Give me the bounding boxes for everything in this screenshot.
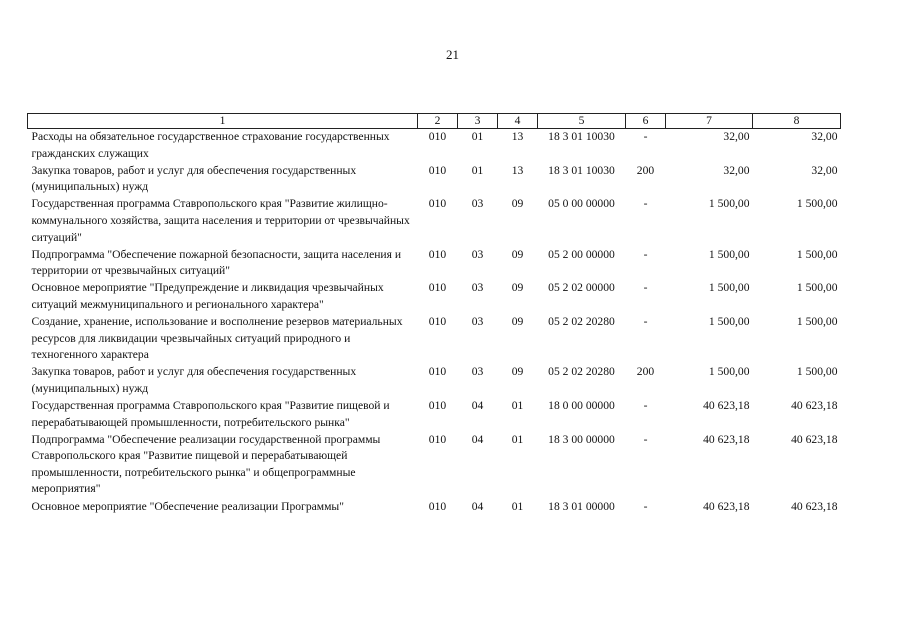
row-target-article: 05 2 00 00000: [548, 247, 615, 261]
row-section-code: 03: [471, 197, 484, 211]
row-amount-7: 1 500,00: [708, 197, 750, 211]
row-ministry-code: 010: [428, 365, 447, 379]
row-section-code: 04: [471, 432, 484, 446]
row-amount-8: 1 500,00: [796, 281, 838, 295]
row-subsection-code: 13: [511, 130, 524, 143]
row-amount-8: 32,00: [811, 163, 838, 177]
row-amount-8: 40 623,18: [791, 432, 838, 446]
header-cell-2: 2: [418, 114, 458, 129]
row-name: Расходы на обязательное государственное страхование государственных гражданских служащих: [31, 130, 390, 160]
row-amount-7: 32,00: [723, 163, 750, 177]
table-row: [28, 364, 841, 398]
row-name: Подпрограмма "Обеспечение реализации государственной программы Ставропольского края "Развитие пищевой и перерабатывающей промышленности, потребительского рынка" и общепрограммные мероприятия": [31, 432, 381, 496]
table-body: [28, 129, 841, 516]
header-cell-4: 4: [498, 114, 538, 129]
row-amount-7: 40 623,18: [703, 432, 750, 446]
table-header: [28, 114, 841, 129]
row-ministry-code: 010: [428, 432, 447, 446]
row-amount-7: 1 500,00: [708, 247, 750, 261]
page-number: 21: [446, 47, 459, 62]
row-expense-type: -: [643, 130, 648, 143]
row-target-article: 18 3 01 10030: [548, 163, 615, 177]
row-target-article: 05 2 02 20280: [548, 365, 615, 379]
row-name: Основное мероприятие "Обеспечение реализации Программы": [31, 499, 344, 513]
row-ministry-code: 010: [428, 197, 447, 211]
row-ministry-code: 010: [428, 399, 447, 412]
header-row: [28, 114, 841, 129]
row-ministry-code: 010: [428, 499, 447, 513]
table-row: [28, 314, 841, 364]
header-cell-8: 8: [753, 114, 841, 129]
row-expense-type: -: [643, 499, 648, 513]
row-name: Подпрограмма "Обеспечение пожарной безопасности, защита населения и территории от чрезвычайных ситуаций": [31, 247, 402, 278]
row-ministry-code: 010: [428, 130, 447, 143]
header-cell-1: 1: [28, 114, 418, 129]
row-section-code: 04: [471, 399, 484, 412]
row-ministry-code: 010: [428, 281, 447, 295]
table-row: [28, 163, 841, 197]
row-target-article: 18 0 00 00000: [548, 399, 615, 412]
row-amount-8: 1 500,00: [796, 247, 838, 261]
row-subsection-code: 13: [511, 163, 524, 177]
row-target-article: 05 2 02 20280: [548, 315, 615, 329]
row-name: Государственная программа Ставропольского края "Развитие жилищно-коммунального хозяйства, защита населения и территории от чрезвычайных ситуаций": [31, 197, 410, 244]
row-name: Государственная программа Ставропольского края "Развитие пищевой и перерабатывающей промышленности, потребительского рынка": [31, 399, 390, 429]
table-row: [28, 196, 841, 246]
row-amount-7: 40 623,18: [703, 399, 750, 412]
row-subsection-code: 01: [511, 399, 524, 412]
header-cell-3: 3: [458, 114, 498, 129]
row-target-article: 18 3 01 10030: [548, 130, 615, 143]
row-amount-7: 1 500,00: [708, 281, 750, 295]
row-expense-type: -: [643, 315, 648, 329]
table-row: [28, 499, 841, 516]
row-subsection-code: 01: [511, 499, 524, 513]
row-amount-7: 1 500,00: [708, 315, 750, 329]
row-expense-type: -: [643, 197, 648, 211]
row-target-article: 05 0 00 00000: [548, 197, 615, 211]
row-subsection-code: 09: [511, 247, 524, 261]
row-target-article: 05 2 02 00000: [548, 281, 615, 295]
table-row: [28, 432, 841, 499]
row-name: Основное мероприятие "Предупреждение и ликвидация чрезвычайных ситуаций межмуниципального и регионального характера": [31, 281, 384, 311]
row-expense-type: -: [643, 399, 648, 412]
row-subsection-code: 09: [511, 281, 524, 295]
row-target-article: 18 3 01 00000: [548, 499, 615, 513]
row-expense-type: -: [643, 432, 648, 446]
row-ministry-code: 010: [428, 163, 447, 177]
row-expense-type: -: [643, 281, 648, 295]
row-amount-8: 32,00: [811, 130, 838, 143]
table-row: [28, 129, 841, 163]
row-amount-8: 40 623,18: [791, 499, 838, 513]
row-section-code: 01: [471, 130, 484, 143]
row-ministry-code: 010: [428, 315, 447, 329]
row-amount-7: 40 623,18: [703, 499, 750, 513]
row-name: Закупка товаров, работ и услуг для обеспечения государственных (муниципальных) нужд: [31, 365, 357, 395]
row-amount-8: 1 500,00: [796, 315, 838, 329]
row-amount-7: 1 500,00: [708, 365, 750, 379]
header-cell-6: 6: [626, 114, 666, 129]
row-subsection-code: 09: [511, 315, 524, 329]
table-row: [28, 247, 841, 281]
row-amount-8: 1 500,00: [796, 197, 838, 211]
table-row: [28, 398, 841, 432]
table-row: [28, 280, 841, 314]
header-cell-7: 7: [666, 114, 753, 129]
row-expense-type: -: [643, 247, 648, 261]
row-amount-8: 40 623,18: [791, 399, 838, 412]
row-section-code: 03: [471, 315, 484, 329]
row-target-article: 18 3 00 00000: [548, 432, 615, 446]
row-name: Создание, хранение, использование и восполнение резервов материальных ресурсов для ликвидации чрезвычайных ситуаций природного и техногенного характера: [31, 315, 403, 362]
row-section-code: 03: [471, 281, 484, 295]
budget-table: [27, 113, 841, 516]
row-expense-type: 200: [636, 163, 655, 177]
row-amount-8: 1 500,00: [796, 365, 838, 379]
row-section-code: 01: [471, 163, 484, 177]
row-amount-7: 32,00: [723, 130, 750, 143]
row-section-code: 03: [471, 247, 484, 261]
row-subsection-code: 09: [511, 197, 524, 211]
row-subsection-code: 09: [511, 365, 524, 379]
row-expense-type: 200: [636, 365, 655, 379]
row-name: Закупка товаров, работ и услуг для обеспечения государственных (муниципальных) нужд: [31, 163, 357, 194]
row-section-code: 04: [471, 499, 484, 513]
row-section-code: 03: [471, 365, 484, 379]
row-ministry-code: 010: [428, 247, 447, 261]
row-subsection-code: 01: [511, 432, 524, 446]
header-cell-5: 5: [538, 114, 626, 129]
